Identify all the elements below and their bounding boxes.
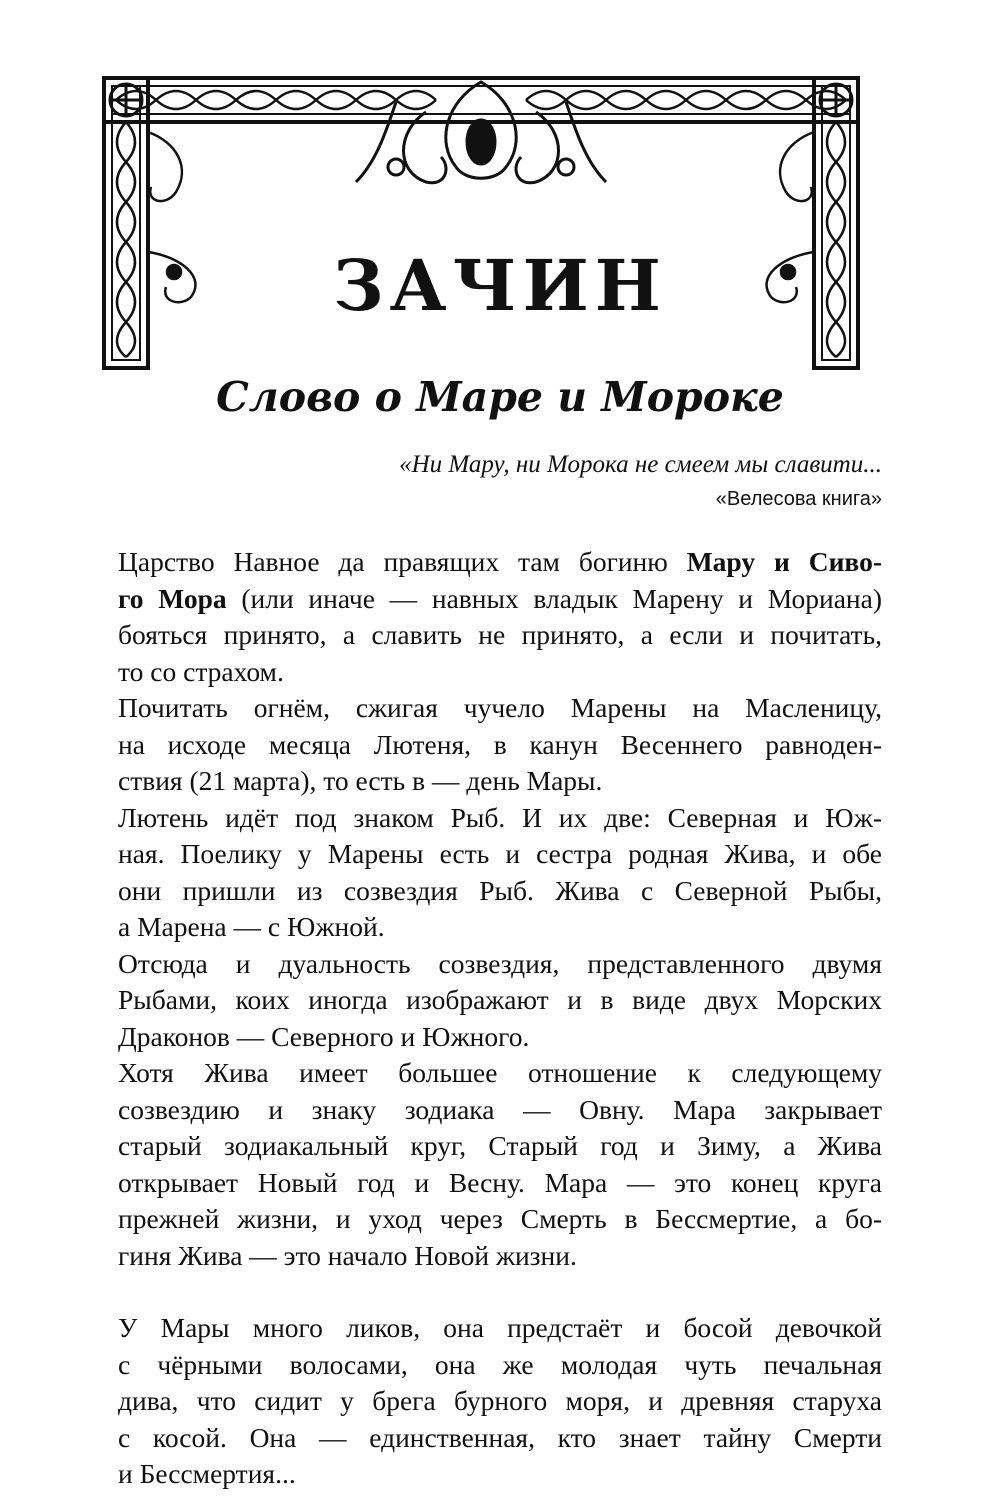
paragraph: [118, 1310, 882, 1493]
text-run: и Бессмертия...: [118, 1458, 296, 1489]
text-run: Почитать огнём, сжигая чучело Марены на Масленицу,: [118, 692, 882, 723]
text-run: дива, что сидит у брега бурного моря, и древняя старуха: [118, 1385, 882, 1416]
text-run: (или иначе — навных владык Марену и Мориана): [226, 582, 882, 614]
text-line: [118, 727, 882, 764]
text-line: [118, 1201, 882, 1238]
epigraph-quote: «Ни Мару, ни Морока не смеем мы славити...: [399, 451, 882, 478]
text-run: на исходе месяца Лютеня, в канун Весеннего равноден-: [118, 728, 882, 760]
text-run: открывает Новый год и Весну. Мара — это конец круга: [118, 1166, 882, 1198]
text-line: [118, 654, 882, 691]
text-line: [118, 1310, 882, 1347]
text-line: [118, 581, 882, 618]
text-line: [118, 1128, 882, 1165]
text-run: Отсюда и дуальность созвездия, представленного двумя: [118, 947, 882, 979]
text-line: [118, 1092, 882, 1129]
text-run: Хотя Жива имеет большее отношение к следующему: [118, 1057, 882, 1088]
section-title: Слово о Маре и Мороке: [216, 373, 784, 421]
text-line: [118, 1019, 882, 1056]
text-run: ствия (21 марта), то есть в — день Мары.: [118, 765, 603, 796]
text-run: прежней жизни, и уход через Смерть в Бессмертие, а бо-: [118, 1203, 882, 1234]
text-line: [118, 836, 882, 873]
text-run: Царство Навное да правящих там богиню: [118, 546, 687, 577]
epigraph-source: «Велесова книга»: [715, 488, 882, 510]
text-line: [118, 690, 882, 727]
text-line: [118, 763, 882, 800]
text-run: то со страхом.: [118, 655, 284, 687]
text-run: Драконов — Северного и Южного.: [118, 1020, 530, 1052]
text-line: [118, 946, 882, 983]
text-line: [118, 544, 882, 581]
text-run: Рыбами, коих иногда изображают и в виде двух Морских: [118, 984, 882, 1015]
text-run: бояться принято, а славить не принято, а если и почитать,: [118, 619, 882, 650]
text-line: [118, 1238, 882, 1275]
paragraph: [118, 544, 882, 690]
chapter-title: ЗАЧИН: [333, 244, 667, 327]
text-run: а Марена — с Южной.: [118, 911, 385, 942]
paragraph: [118, 800, 882, 946]
text-line: [118, 800, 882, 837]
body-text: [118, 544, 882, 1493]
text-run: ная. Поелику у Марены есть и сестра родная Жива, и обе: [118, 838, 882, 869]
text-line: [118, 1420, 882, 1457]
text-line: [118, 1055, 882, 1092]
text-line: [118, 909, 882, 946]
text-run: они пришли из созвездия Рыб. Жива с Северной Рыбы,: [118, 874, 882, 906]
text-line: [118, 1347, 882, 1384]
text-run: старый зодиакальный круг, Старый год и Зиму, а Жива: [118, 1130, 882, 1161]
epigraph: [262, 448, 882, 516]
text-run: с косой. Она — единственная, кто знает тайну Смерти: [118, 1421, 882, 1453]
text-run: с чёрными волосами, она же молодая чуть печальная: [118, 1348, 882, 1380]
text-line: [118, 617, 882, 654]
bold-text: Мару и Сиво-: [686, 546, 882, 577]
text-run: У Мары много ликов, она предстаёт и босой девочкой: [118, 1312, 882, 1343]
paragraph: [118, 690, 882, 800]
text-line: [118, 1383, 882, 1420]
paragraph: [118, 1055, 882, 1274]
text-run: созвездию и знаку зодиака — Овну. Мара закрывает: [118, 1093, 882, 1125]
text-line: [118, 1165, 882, 1202]
text-run: гиня Жива — это начало Новой жизни.: [118, 1239, 577, 1271]
text-line: [118, 1456, 882, 1493]
text-run: Лютень идёт под знаком Рыб. И их две: Северная и Юж-: [118, 801, 882, 833]
text-line: [118, 873, 882, 910]
text-line: [118, 982, 882, 1019]
bold-text: го Мора: [118, 582, 227, 614]
paragraph: [118, 946, 882, 1056]
